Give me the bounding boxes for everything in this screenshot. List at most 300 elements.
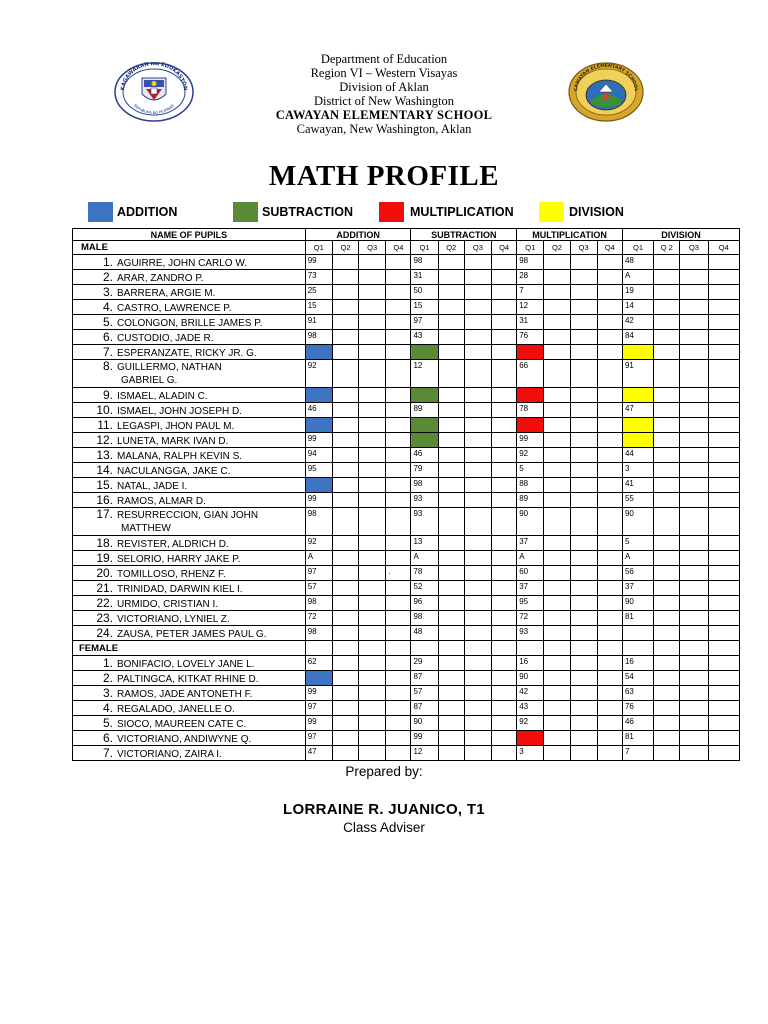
mul-q4-cell bbox=[597, 731, 622, 746]
pupil-number: 6. bbox=[102, 731, 113, 745]
pupil-number: 8. bbox=[102, 359, 113, 373]
sub-q4-cell bbox=[492, 551, 517, 566]
quarter-header: Q 2 bbox=[654, 241, 680, 255]
add-q4-cell bbox=[386, 536, 411, 551]
div-q2-cell bbox=[654, 626, 680, 641]
deped-seal-text: KAGAWARAN NG EDUKASYON bbox=[120, 62, 189, 91]
div-q2-cell bbox=[654, 581, 680, 596]
mul-q2-cell bbox=[544, 433, 570, 448]
pupil-name: RAMOS, ALMAR D. bbox=[117, 496, 206, 507]
div-q3-cell bbox=[680, 388, 708, 403]
mul-q1-cell: 43 bbox=[517, 701, 544, 716]
sub-q1-cell: 46 bbox=[411, 448, 438, 463]
mul-q1-cell bbox=[517, 388, 544, 403]
div-q1-cell: 84 bbox=[622, 330, 653, 345]
add-q1-cell: 97 bbox=[305, 731, 332, 746]
sub-q2-cell bbox=[438, 626, 464, 641]
div-q1-cell: 90 bbox=[622, 596, 653, 611]
sub-q2-cell bbox=[438, 315, 464, 330]
div-q4-cell bbox=[708, 746, 739, 761]
add-q1-cell: 25 bbox=[305, 285, 332, 300]
sub-q3-cell bbox=[464, 418, 491, 433]
empty-cell bbox=[654, 641, 680, 656]
div-q2-cell bbox=[654, 701, 680, 716]
table-row bbox=[73, 345, 740, 360]
pupil-name: CASTRO, LAWRENCE P. bbox=[117, 303, 232, 314]
add-q2-cell bbox=[332, 671, 358, 686]
pupil-name-cell bbox=[73, 270, 306, 285]
add-q3-cell bbox=[359, 626, 386, 641]
div-q2-cell bbox=[654, 403, 680, 418]
add-q3-cell bbox=[359, 300, 386, 315]
empty-cell bbox=[492, 641, 517, 656]
sub-q1-cell bbox=[411, 433, 438, 448]
add-q3-cell bbox=[359, 403, 386, 418]
quarter-header: Q2 bbox=[438, 241, 464, 255]
division-header: DIVISION bbox=[622, 229, 739, 241]
mul-q1-cell: 12 bbox=[517, 300, 544, 315]
mul-q4-cell bbox=[597, 536, 622, 551]
div-q1-cell: 47 bbox=[622, 403, 653, 418]
mul-q3-cell bbox=[570, 388, 597, 403]
sub-q2-cell bbox=[438, 255, 464, 270]
pupil-name: REGALADO, JANELLE O. bbox=[117, 704, 235, 715]
add-q4-cell bbox=[386, 746, 411, 761]
sub-q1-cell: 98 bbox=[411, 478, 438, 493]
pupil-name: ZAUSA, PETER JAMES PAUL G. bbox=[117, 629, 267, 640]
pupil-name: LEGASPI, JHON PAUL M. bbox=[117, 421, 235, 432]
sub-q1-cell: 50 bbox=[411, 285, 438, 300]
sub-q3-cell bbox=[464, 448, 491, 463]
mul-q1-cell bbox=[517, 418, 544, 433]
add-q4-cell bbox=[386, 300, 411, 315]
pupil-name-cell bbox=[73, 478, 306, 493]
add-q2-cell bbox=[332, 418, 358, 433]
div-q1-cell: 19 bbox=[622, 285, 653, 300]
sub-q2-cell bbox=[438, 716, 464, 731]
div-q2-cell bbox=[654, 656, 680, 671]
add-q1-cell: 92 bbox=[305, 360, 332, 388]
div-q1-cell: 7 bbox=[622, 746, 653, 761]
quarter-header: Q3 bbox=[570, 241, 597, 255]
mul-q3-cell bbox=[570, 551, 597, 566]
pupil-number: 17. bbox=[96, 507, 113, 521]
add-q1-cell: 95 bbox=[305, 463, 332, 478]
pupil-number: 13. bbox=[96, 448, 113, 462]
add-q1-cell: 47 bbox=[305, 746, 332, 761]
mul-q1-cell: 72 bbox=[517, 611, 544, 626]
add-q2-cell bbox=[332, 493, 358, 508]
sub-q3-cell bbox=[464, 731, 491, 746]
sub-q2-cell bbox=[438, 493, 464, 508]
pupil-name-cell bbox=[73, 656, 306, 671]
sub-q2-cell bbox=[438, 611, 464, 626]
add-q1-cell: 98 bbox=[305, 508, 332, 536]
sub-q4-cell bbox=[492, 403, 517, 418]
pupil-number: 4. bbox=[102, 300, 113, 314]
div-q4-cell bbox=[708, 716, 739, 731]
add-q2-cell bbox=[332, 611, 358, 626]
pupil-name: BONIFACIO, LOVELY JANE L. bbox=[117, 659, 255, 670]
mul-q2-cell bbox=[544, 716, 570, 731]
mul-q3-cell bbox=[570, 716, 597, 731]
pupil-name-cell bbox=[73, 746, 306, 761]
div-q3-cell bbox=[680, 270, 708, 285]
mul-q4-cell bbox=[597, 508, 622, 536]
div-q4-cell bbox=[708, 403, 739, 418]
sub-q2-cell bbox=[438, 551, 464, 566]
sub-q1-cell: 98 bbox=[411, 611, 438, 626]
quarter-header: Q3 bbox=[464, 241, 491, 255]
sub-q2-cell bbox=[438, 285, 464, 300]
mul-q2-cell bbox=[544, 746, 570, 761]
table-row bbox=[73, 596, 740, 611]
add-q1-cell: 91 bbox=[305, 315, 332, 330]
div-q2-cell bbox=[654, 731, 680, 746]
add-q3-cell bbox=[359, 731, 386, 746]
pupil-name: SELORIO, HARRY JAKE P. bbox=[117, 554, 241, 565]
add-q2-cell bbox=[332, 388, 358, 403]
pupil-number: 2. bbox=[102, 671, 113, 685]
div-q4-cell bbox=[708, 731, 739, 746]
pupil-number: 3. bbox=[102, 686, 113, 700]
pupil-name: CUSTODIO, JADE R. bbox=[117, 333, 214, 344]
empty-cell bbox=[708, 641, 739, 656]
sub-q2-cell bbox=[438, 701, 464, 716]
sub-q2-cell bbox=[438, 596, 464, 611]
mul-q2-cell bbox=[544, 360, 570, 388]
sub-q4-cell bbox=[492, 626, 517, 641]
mul-q4-cell bbox=[597, 686, 622, 701]
add-q3-cell bbox=[359, 388, 386, 403]
add-q3-cell bbox=[359, 656, 386, 671]
div-q2-cell bbox=[654, 418, 680, 433]
female-section-label: FEMALE bbox=[73, 641, 306, 656]
table-row bbox=[73, 493, 740, 508]
mul-q2-cell bbox=[544, 626, 570, 641]
pupil-name: LUNETA, MARK IVAN D. bbox=[117, 436, 229, 447]
mul-q1-cell: 88 bbox=[517, 478, 544, 493]
mul-q1-cell: 28 bbox=[517, 270, 544, 285]
div-q4-cell bbox=[708, 626, 739, 641]
mul-q1-cell: 37 bbox=[517, 581, 544, 596]
mul-q3-cell bbox=[570, 611, 597, 626]
div-q2-cell bbox=[654, 345, 680, 360]
table-row bbox=[73, 701, 740, 716]
add-q4-cell bbox=[386, 478, 411, 493]
add-q3-cell bbox=[359, 701, 386, 716]
quarter-header: Q3 bbox=[680, 241, 708, 255]
legend-swatch-subtraction bbox=[233, 202, 258, 222]
mul-q2-cell bbox=[544, 345, 570, 360]
empty-cell bbox=[517, 641, 544, 656]
table-row bbox=[73, 611, 740, 626]
pupil-number: 22. bbox=[96, 596, 113, 610]
div-q4-cell bbox=[708, 315, 739, 330]
pupil-number: 12. bbox=[96, 433, 113, 447]
add-q1-cell: 73 bbox=[305, 270, 332, 285]
div-q1-cell: 46 bbox=[622, 716, 653, 731]
add-q2-cell bbox=[332, 508, 358, 536]
pupil-name-cell bbox=[73, 536, 306, 551]
sub-q3-cell bbox=[464, 611, 491, 626]
mul-q1-cell: 31 bbox=[517, 315, 544, 330]
table-row bbox=[73, 388, 740, 403]
empty-cell bbox=[332, 641, 358, 656]
div-q2-cell bbox=[654, 508, 680, 536]
sub-q2-cell bbox=[438, 418, 464, 433]
div-q3-cell bbox=[680, 330, 708, 345]
empty-cell bbox=[622, 641, 653, 656]
sub-q1-cell: 48 bbox=[411, 626, 438, 641]
table-row bbox=[73, 433, 740, 448]
name-of-pupils-header: NAME OF PUPILS bbox=[73, 229, 306, 241]
mul-q2-cell bbox=[544, 701, 570, 716]
pupil-name-cell bbox=[73, 285, 306, 300]
female-section-row bbox=[73, 641, 740, 656]
sub-q3-cell bbox=[464, 566, 491, 581]
mul-q1-cell: 7 bbox=[517, 285, 544, 300]
pupil-name: COLONGON, BRILLE JAMES P. bbox=[117, 318, 263, 329]
pupil-name-cell bbox=[73, 551, 306, 566]
add-q1-cell: 92 bbox=[305, 536, 332, 551]
mul-q1-cell: 16 bbox=[517, 656, 544, 671]
add-q1-cell bbox=[305, 671, 332, 686]
mul-q3-cell bbox=[570, 656, 597, 671]
pupil-name-cell bbox=[73, 596, 306, 611]
multiplication-header: MULTIPLICATION bbox=[517, 229, 623, 241]
school-name: CAWAYAN ELEMENTARY SCHOOL bbox=[275, 108, 493, 122]
sub-q1-cell: 12 bbox=[411, 360, 438, 388]
add-q2-cell bbox=[332, 255, 358, 270]
legend-label-addition: ADDITION bbox=[117, 205, 178, 219]
div-q4-cell bbox=[708, 508, 739, 536]
add-q1-cell: 15 bbox=[305, 300, 332, 315]
pupil-name: PALTINGCA, KITKAT RHINE D. bbox=[117, 674, 259, 685]
mul-q2-cell bbox=[544, 596, 570, 611]
mul-q1-cell: 92 bbox=[517, 716, 544, 731]
div-q4-cell bbox=[708, 270, 739, 285]
add-q1-cell: 99 bbox=[305, 255, 332, 270]
sub-q2-cell bbox=[438, 746, 464, 761]
pupil-name-cell bbox=[73, 388, 306, 403]
table-row bbox=[73, 686, 740, 701]
sub-q3-cell bbox=[464, 255, 491, 270]
mul-q4-cell bbox=[597, 581, 622, 596]
mul-q1-cell: 90 bbox=[517, 671, 544, 686]
pupil-number: 2. bbox=[102, 270, 113, 284]
pupil-name: RESURRECCION, GIAN JOHN bbox=[117, 510, 259, 521]
mul-q2-cell bbox=[544, 493, 570, 508]
div-q1-cell bbox=[622, 418, 653, 433]
add-q4-cell bbox=[386, 330, 411, 345]
pupil-name-cell bbox=[73, 686, 306, 701]
pupil-name: ARAR, ZANDRO P. bbox=[117, 273, 204, 284]
pupil-name-cell bbox=[73, 315, 306, 330]
div-q4-cell bbox=[708, 701, 739, 716]
mul-q2-cell bbox=[544, 285, 570, 300]
div-q2-cell bbox=[654, 270, 680, 285]
sub-q1-cell: 57 bbox=[411, 686, 438, 701]
add-q3-cell bbox=[359, 566, 386, 581]
mul-q3-cell bbox=[570, 403, 597, 418]
mul-q4-cell bbox=[597, 285, 622, 300]
pupil-number: 20. bbox=[96, 566, 113, 580]
pupil-name: ESPERANZATE, RICKY JR. G. bbox=[117, 348, 257, 359]
add-q4-cell bbox=[386, 551, 411, 566]
div-q4-cell bbox=[708, 463, 739, 478]
div-q2-cell bbox=[654, 536, 680, 551]
div-q3-cell bbox=[680, 581, 708, 596]
sub-q2-cell bbox=[438, 566, 464, 581]
empty-cell bbox=[597, 641, 622, 656]
mul-q1-cell bbox=[517, 345, 544, 360]
div-q1-cell: A bbox=[622, 551, 653, 566]
pupil-name: BARRERA, ARGIE M. bbox=[117, 288, 216, 299]
mul-q1-cell: 66 bbox=[517, 360, 544, 388]
add-q1-cell: A bbox=[305, 551, 332, 566]
pupil-name-cell bbox=[73, 731, 306, 746]
sub-q4-cell bbox=[492, 418, 517, 433]
div-q3-cell bbox=[680, 686, 708, 701]
sub-q4-cell bbox=[492, 671, 517, 686]
div-q1-cell: 90 bbox=[622, 508, 653, 536]
sub-q2-cell bbox=[438, 463, 464, 478]
div-q4-cell bbox=[708, 656, 739, 671]
add-q1-cell: 97 bbox=[305, 566, 332, 581]
add-q3-cell bbox=[359, 255, 386, 270]
mul-q3-cell bbox=[570, 566, 597, 581]
mul-q4-cell bbox=[597, 701, 622, 716]
mul-q3-cell bbox=[570, 418, 597, 433]
pupil-name-continued: GABRIEL G. bbox=[121, 375, 178, 386]
subtraction-header: SUBTRACTION bbox=[411, 229, 517, 241]
div-q3-cell bbox=[680, 746, 708, 761]
mul-q3-cell bbox=[570, 270, 597, 285]
mul-q4-cell bbox=[597, 551, 622, 566]
mul-q3-cell bbox=[570, 671, 597, 686]
sub-q3-cell bbox=[464, 463, 491, 478]
school-seal-logo bbox=[567, 62, 645, 122]
add-q1-cell bbox=[305, 388, 332, 403]
div-q3-cell bbox=[680, 300, 708, 315]
sub-q2-cell bbox=[438, 330, 464, 345]
add-q1-cell: 99 bbox=[305, 686, 332, 701]
pupil-name: REVISTER, ALDRICH D. bbox=[117, 539, 229, 550]
add-q3-cell bbox=[359, 330, 386, 345]
table-row bbox=[73, 671, 740, 686]
mul-q4-cell bbox=[597, 403, 622, 418]
div-q4-cell bbox=[708, 611, 739, 626]
sub-q3-cell bbox=[464, 551, 491, 566]
legend-label-multiplication: MULTIPLICATION bbox=[410, 205, 514, 219]
mul-q4-cell bbox=[597, 433, 622, 448]
add-q1-cell: 99 bbox=[305, 433, 332, 448]
add-q3-cell bbox=[359, 418, 386, 433]
pupil-name-cell bbox=[73, 671, 306, 686]
pupil-number: 5. bbox=[102, 315, 113, 329]
pupil-number: 15. bbox=[96, 478, 113, 492]
add-q3-cell bbox=[359, 315, 386, 330]
div-q1-cell: A bbox=[622, 270, 653, 285]
div-q2-cell bbox=[654, 686, 680, 701]
mul-q2-cell bbox=[544, 478, 570, 493]
sub-q3-cell bbox=[464, 746, 491, 761]
mul-q3-cell bbox=[570, 536, 597, 551]
div-q2-cell bbox=[654, 255, 680, 270]
mul-q2-cell bbox=[544, 611, 570, 626]
div-q3-cell bbox=[680, 418, 708, 433]
div-q1-cell: 76 bbox=[622, 701, 653, 716]
mul-q3-cell bbox=[570, 493, 597, 508]
quarter-header: Q2 bbox=[332, 241, 358, 255]
empty-cell bbox=[464, 641, 491, 656]
pupil-number: 14. bbox=[96, 463, 113, 477]
div-q2-cell bbox=[654, 463, 680, 478]
div-q2-cell bbox=[654, 330, 680, 345]
add-q2-cell bbox=[332, 478, 358, 493]
mul-q2-cell bbox=[544, 656, 570, 671]
mul-q1-cell bbox=[517, 731, 544, 746]
table-row bbox=[73, 330, 740, 345]
table-row bbox=[73, 270, 740, 285]
div-q2-cell bbox=[654, 448, 680, 463]
mul-q3-cell bbox=[570, 255, 597, 270]
mul-q1-cell: 76 bbox=[517, 330, 544, 345]
legend-swatch-multiplication bbox=[379, 202, 404, 222]
add-q2-cell bbox=[332, 360, 358, 388]
add-q2-cell bbox=[332, 701, 358, 716]
div-q2-cell bbox=[654, 315, 680, 330]
sub-q3-cell bbox=[464, 330, 491, 345]
empty-cell bbox=[680, 641, 708, 656]
mul-q4-cell bbox=[597, 300, 622, 315]
add-q4-cell bbox=[386, 701, 411, 716]
pupil-name-cell bbox=[73, 360, 306, 388]
add-q4-cell bbox=[386, 433, 411, 448]
div-q1-cell: 63 bbox=[622, 686, 653, 701]
adviser-name: LORRAINE R. JUANICO, T1 bbox=[283, 801, 485, 818]
quarter-header: Q4 bbox=[386, 241, 411, 255]
mul-q3-cell bbox=[570, 746, 597, 761]
pupil-number: 1. bbox=[102, 656, 113, 670]
pupil-number: 19. bbox=[96, 551, 113, 565]
add-q4-cell bbox=[386, 315, 411, 330]
div-q1-cell: 55 bbox=[622, 493, 653, 508]
sub-q2-cell bbox=[438, 270, 464, 285]
div-q3-cell bbox=[680, 403, 708, 418]
add-q3-cell bbox=[359, 360, 386, 388]
quarter-header: Q4 bbox=[492, 241, 517, 255]
pupil-name-cell bbox=[73, 508, 306, 536]
mul-q3-cell bbox=[570, 686, 597, 701]
add-q4-cell bbox=[386, 686, 411, 701]
mul-q2-cell bbox=[544, 448, 570, 463]
mul-q3-cell bbox=[570, 448, 597, 463]
add-q1-cell bbox=[305, 418, 332, 433]
add-q1-cell: 72 bbox=[305, 611, 332, 626]
add-q3-cell bbox=[359, 433, 386, 448]
mul-q4-cell bbox=[597, 418, 622, 433]
quarter-header: Q1 bbox=[622, 241, 653, 255]
add-q2-cell bbox=[332, 448, 358, 463]
adviser-role: Class Adviser bbox=[343, 820, 425, 835]
div-q4-cell bbox=[708, 433, 739, 448]
div-q1-cell: 14 bbox=[622, 300, 653, 315]
mul-q4-cell bbox=[597, 671, 622, 686]
empty-cell bbox=[438, 641, 464, 656]
division-line: Division of Aklan bbox=[339, 80, 429, 94]
